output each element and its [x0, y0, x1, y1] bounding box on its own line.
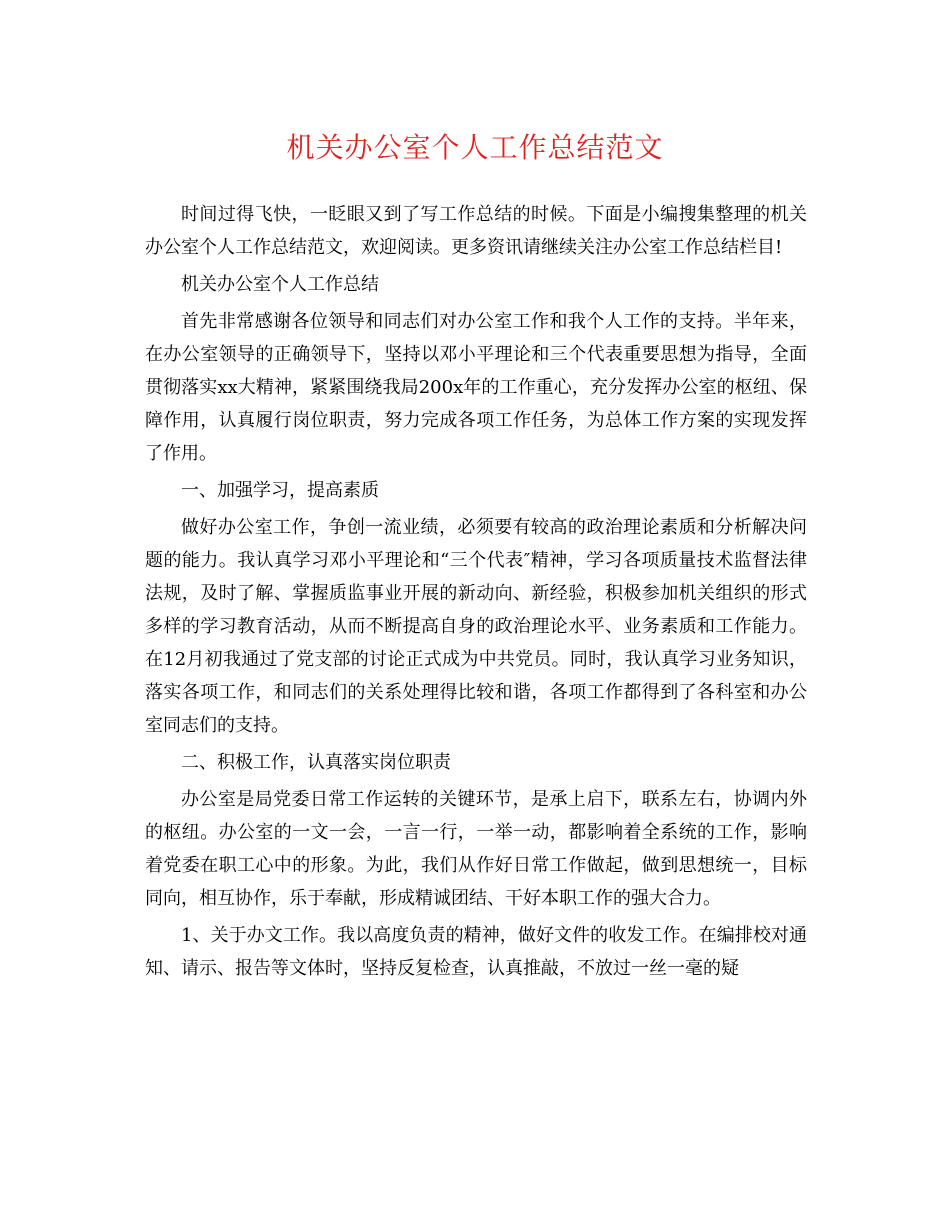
document-body: [145, 198, 807, 989]
document-title: 机关办公室个人工作总结范文: [286, 131, 664, 164]
paragraph-duties: 办公室是局党委日常工作运转的关键环节，是承上启下，联系左右，协调内外的枢纽。办公室的一文一会，一言一行，一举一动，都影响着全系统的工作，影响着党委在职工心中的形象。为此，我们从作好日常工作做起，做到思想统一，目标同向，相互协作，乐于奉献，形成精诚团结、干好本职工作的强大合力。: [145, 789, 807, 909]
section-heading-duties: 二、积极工作，认真落实岗位职责: [181, 752, 451, 773]
paragraph-study: 做好办公室工作，争创一流业绩，必须要有较高的政治理论素质和分析解决问题的能力。我认真学习邓小平理论和“三个代表″精神，学习各项质量技术监督法律法规，及时了解、掌握质监事业开展的新动向、新经验，积极参加机关组织的形式多样的学习教育活动，从而不断提高自身的政治理论水平、业务素质和工作能力。在12月初我通过了党支部的讨论正式成为中共党员。同时，我认真学习业务知识，落实各项工作，和同志们的关系处理得比较和谐，各项工作都得到了各科室和办公室同志们的支持。: [145, 517, 807, 736]
paragraph-intro: 时间过得飞快，一眨眼又到了写工作总结的时候。下面是小编搜集整理的机关办公室个人工作总结范文，欢迎阅读。更多资讯请继续关注办公室工作总结栏目!: [145, 204, 807, 258]
section-heading-study: 一、加强学习，提高素质: [181, 480, 379, 501]
paragraph-gratitude: 首先非常感谢各位领导和同志们对办公室工作和我个人工作的支持。半年来，在办公室领导的正确领导下，坚持以邓小平理论和三个代表重要思想为指导，全面贯彻落实xx大精神，紧紧围绕我局200x年的工作重心，充分发挥办公室的枢纽、保障作用，认真履行岗位职责，努力完成各项工作任务，为总体工作方案的实现发挥了作用。: [145, 311, 807, 464]
paragraph-document-work: 1、关于办文工作。我以高度负责的精神，做好文件的收发工作。在编排校对通知、请示、报告等文体时，坚持反复检查，认真推敲，不放过一丝一毫的疑: [145, 925, 807, 979]
section-heading-summary: 机关办公室个人工作总结: [181, 274, 379, 295]
